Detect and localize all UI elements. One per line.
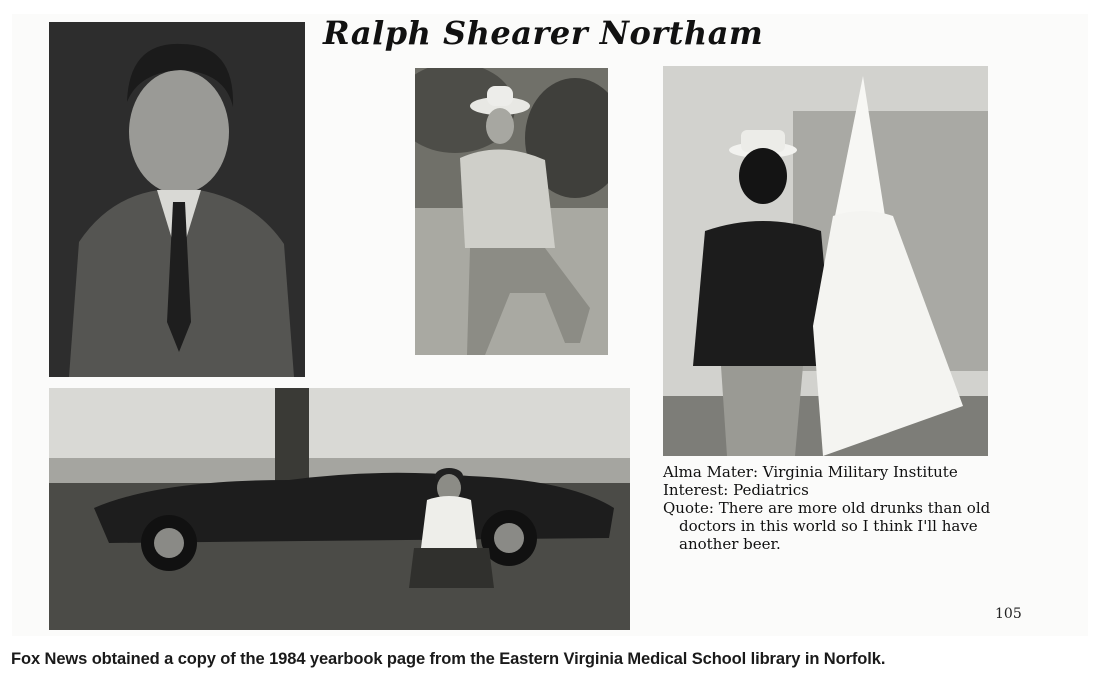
page-title: Ralph Shearer Northam	[323, 14, 764, 52]
quote-text-line2: doctors in this world so I think I'll have	[679, 517, 978, 535]
bio-text	[663, 463, 1023, 553]
cowboy-photo	[415, 68, 608, 355]
image-caption: Fox News obtained a copy of the 1984 yearbook page from the Eastern Virginia Medical School library in Norfolk.	[11, 650, 886, 668]
quote-text-line3: another beer.	[679, 535, 781, 553]
costume-photo	[663, 66, 988, 456]
alma-mater-text: Alma Mater: Virginia Military Institute	[663, 463, 958, 481]
quote-text-line1: Quote: There are more old drunks than old	[663, 499, 991, 517]
interest-text: Interest: Pediatrics	[663, 481, 809, 499]
page-number: 105	[995, 606, 1022, 622]
car-photo	[49, 388, 630, 630]
portrait-photo	[49, 22, 305, 377]
